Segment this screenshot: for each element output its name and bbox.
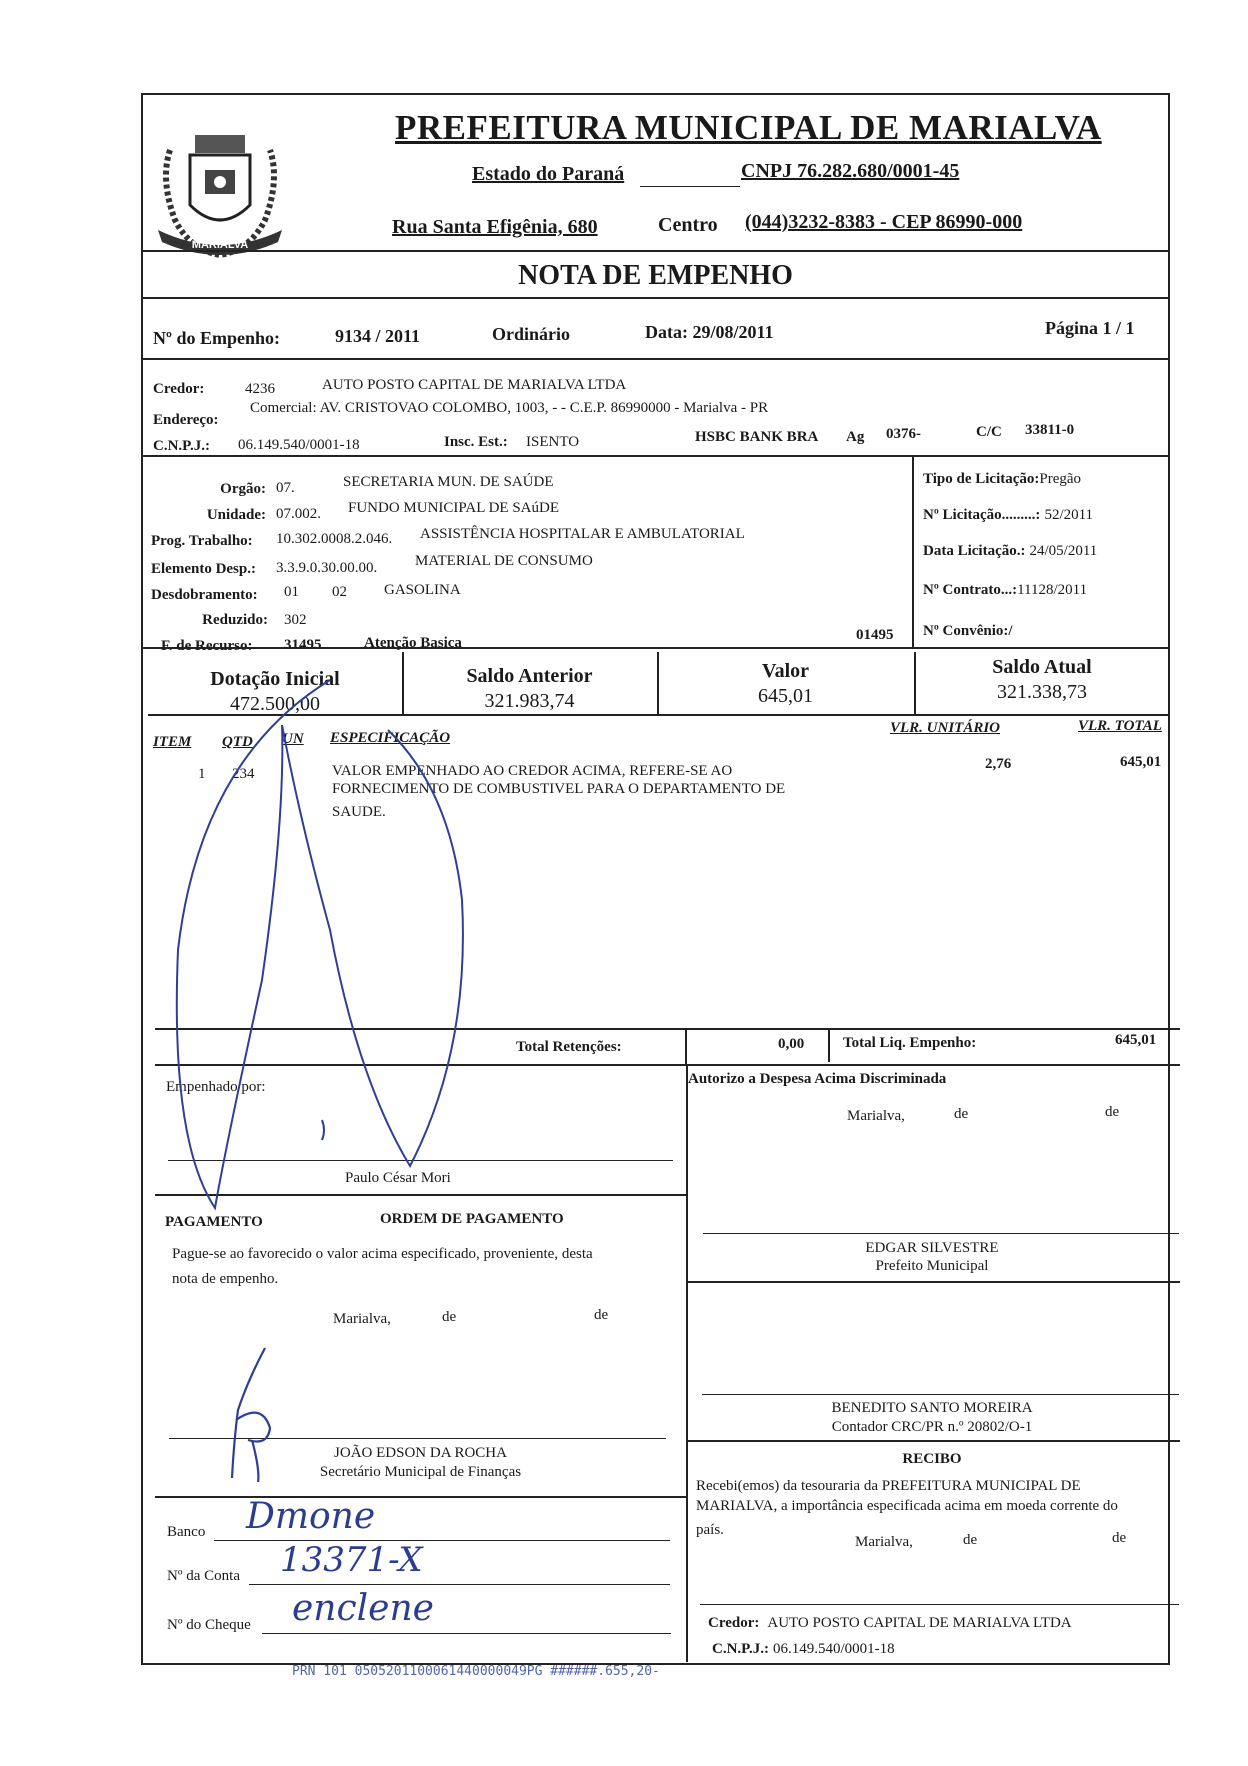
cheque-label: Nº do Cheque [167,1617,251,1633]
item-number: 1 [198,766,206,782]
total-retencoes-label: Total Retenções: [516,1039,622,1055]
recurso-label: F. de Recurso: [161,638,253,654]
recibo-label: RECIBO [902,1451,962,1467]
col-item: ITEM [153,734,192,750]
banco-label: Banco [167,1524,206,1540]
pagamento-role: Secretário Municipal de Finanças [319,1464,522,1480]
org-phone-cep: (044)3232-8383 - CEP 86990-000 [745,211,1023,233]
valor-label: Valor [761,660,810,682]
total-liq-label: Total Liq. Empenho: [843,1035,977,1051]
col-un: UN [282,731,304,747]
orgao-code: 07. [276,480,295,496]
empenho-num: 9134 / 2011 [335,326,421,346]
prog-label: Prog. Trabalho: [151,533,253,549]
state-name: Estado do Paraná [472,163,625,185]
contador-name: BENEDITO SANTO MOREIRA [831,1400,1033,1416]
recibo-text2: MARIALVA, a importância especificada acima em moeda corrente do [696,1498,1118,1514]
elemento-name: MATERIAL DE CONSUMO [415,553,593,569]
credor-name: AUTO POSTO CAPITAL DE MARIALVA LTDA [322,377,627,393]
banco-handwritten: Dmone [246,1496,376,1537]
recibo-cnpj: C.N.P.J.: 06.149.540/0001-18 [712,1641,895,1657]
autorizo-label: Autorizo a Despesa Acima Discriminada [688,1071,947,1087]
recibo-de1: de [963,1532,978,1548]
autorizo-de2: de [1105,1104,1120,1120]
empenho-date: Data: 29/08/2011 [645,322,774,342]
elemento-code: 3.3.9.0.30.00.00. [276,560,378,576]
col-vlr-total: VLR. TOTAL [1078,718,1162,734]
licitacao-contrato: Nº Contrato...:11128/2011 [923,582,1088,598]
item-desc-line1: VALOR EMPENHADO AO CREDOR ACIMA, REFERE-SE AO [332,763,733,779]
total-retencoes-value: 0,00 [778,1036,805,1052]
item-vlr-total: 645,01 [1120,754,1162,770]
pagamento-de1: de [442,1309,457,1325]
elemento-label: Elemento Desp.: [151,561,256,577]
reduzido-label: Reduzido: [202,612,268,628]
pagamento-text2: nota de empenho. [172,1271,279,1287]
crest-banner-text: MARIALVA [191,239,249,251]
prog-code: 10.302.0008.2.046. [276,531,393,547]
prog-name: ASSISTÊNCIA HOSPITALAR E AMBULATORIAL [420,526,745,542]
col-especificacao: ESPECIFICAÇÃO [330,730,451,746]
insc-value: ISENTO [526,434,580,450]
item-qtd: 234 [232,766,255,782]
cc-value: 33811-0 [1025,422,1075,438]
desdobramento-name: GASOLINA [384,582,461,598]
total-liq-value: 645,01 [1115,1032,1157,1048]
saldo-atual-value: 321.338,73 [997,681,1087,703]
col-qtd: QTD [222,734,253,750]
credor-address: Comercial: AV. CRISTOVAO COLOMBO, 1003, - - C.E.P. 86990000 - Marialva - PR [250,400,769,416]
recibo-de2: de [1112,1530,1127,1546]
item-desc-line2: FORNECIMENTO DE COMBUSTIVEL PARA O DEPARTAMENTO DE [332,781,786,797]
orgao-label: Orgão: [220,481,266,497]
credor-cnpj-label: C.N.P.J.: [153,438,210,454]
pagamento-label: PAGAMENTO [165,1214,263,1230]
crest-icon [150,110,290,260]
reduzido-value: 302 [284,612,307,628]
org-district: Centro [658,214,718,236]
item-vlr-unit: 2,76 [985,756,1012,772]
orgao-name: SECRETARIA MUN. DE SAÚDE [343,474,554,490]
ag-label: Ag [846,429,865,445]
autorizo-place: Marialva, [847,1108,905,1124]
autorizo-de1: de [954,1106,969,1122]
recibo-text3: país. [696,1522,724,1538]
credor-cnpj: 06.149.540/0001-18 [238,437,360,453]
valor-value: 645,01 [758,685,813,707]
saldo-anterior-value: 321.983,74 [484,690,575,712]
pagamento-text1: Pague-se ao favorecido o valor acima especificado, proveniente, desta [172,1246,593,1262]
org-title: PREFEITURA MUNICIPAL DE MARIALVA [395,108,1102,147]
ordem-pagamento-label: ORDEM DE PAGAMENTO [380,1211,564,1227]
contador-role: Contador CRC/PR n.º 20802/O-1 [831,1419,1033,1435]
licitacao-num: Nº Licitação.........: 52/2011 [923,507,1094,523]
desdobramento-b: 02 [332,584,347,600]
credor-code: 4236 [245,381,275,397]
empenho-num-label: Nº do Empenho: [153,328,280,348]
licitacao-convenio: Nº Convênio:/ [923,623,1013,639]
endereco-label: Endereço: [153,412,219,428]
recurso-right-code: 01495 [856,627,894,643]
cheque-handwritten: enclene [292,1588,434,1629]
unidade-code: 07.002. [276,506,321,522]
item-desc-line3: SAUDE. [332,804,386,820]
recibo-credor: Credor: AUTO POSTO CAPITAL DE MARIALVA LTDA [708,1615,1072,1631]
empenhado-name: Paulo César Mori [345,1170,451,1186]
credor-label: Credor: [153,381,205,397]
licitacao-data: Data Licitação.: 24/05/2011 [923,543,1098,559]
recibo-text1: Recebi(emos) da tesouraria da PREFEITURA MUNICIPAL DE [696,1478,1081,1494]
pagamento-name: JOÃO EDSON DA ROCHA [334,1445,507,1461]
doc-title: NOTA DE EMPENHO [518,260,793,291]
org-cnpj: CNPJ 76.282.680/0001-45 [741,160,960,182]
col-vlr-unitario: VLR. UNITÁRIO [890,720,1001,736]
dotacao-value: 472.500,00 [230,693,320,715]
cc-label: C/C [976,424,1002,440]
unidade-name: FUNDO MUNICIPAL DE SAúDE [348,500,559,516]
licitacao-tipo: Tipo de Licitação:Pregão [923,471,1082,487]
recurso-name: Atenção Basica [364,635,462,651]
recurso-code: 31495 [284,637,322,653]
pagamento-de2: de [594,1307,609,1323]
autorizo-role: Prefeito Municipal [875,1258,989,1274]
org-address: Rua Santa Efigênia, 680 [392,216,598,238]
desdobramento-a: 01 [284,584,299,600]
conta-label: Nº da Conta [167,1568,240,1584]
saldo-atual-label: Saldo Atual [992,656,1092,678]
pagamento-place: Marialva, [333,1311,391,1327]
footer-code: PRN 101 0505201100061440000049PG ######.655,20- [292,1664,660,1679]
bank-name: HSBC BANK BRA [695,429,819,445]
ag-value: 0376- [886,426,921,442]
desdobramento-label: Desdobramento: [151,587,258,603]
empenho-type: Ordinário [492,324,571,344]
recibo-place: Marialva, [855,1534,913,1550]
conta-handwritten: 13371-X [280,1540,423,1580]
saldo-anterior-label: Saldo Anterior [466,665,593,687]
page-number: Página 1 / 1 [1045,318,1135,338]
insc-label: Insc. Est.: [444,434,508,450]
empenhado-label: Empenhado por: [166,1079,266,1095]
unidade-label: Unidade: [206,507,266,523]
dotacao-label: Dotação Inicial [210,668,340,690]
autorizo-name: EDGAR SILVESTRE [865,1240,999,1256]
